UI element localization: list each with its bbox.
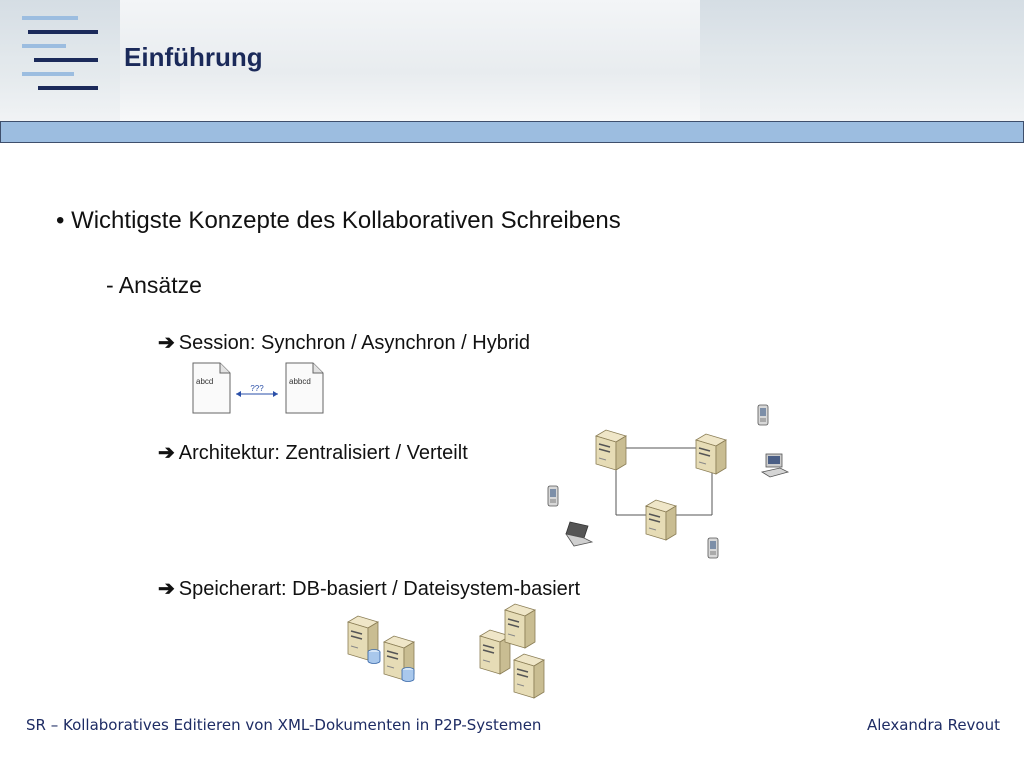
slide-title: Einführung: [124, 42, 263, 72]
footer-title: SR – Kollaboratives Editieren von XML-Dokumenten in P2P-Systemen: [26, 716, 542, 734]
db-based-storage: [348, 616, 414, 682]
arrow-right-icon: ➔: [158, 332, 175, 354]
storage-figure: [340, 600, 570, 710]
main-bullet: • Wichtigste Konzepte des Kollaborativen Schreibens: [56, 207, 621, 234]
arrow-right-icon: ➔: [158, 442, 175, 464]
sub-bullet: - Ansätze: [106, 272, 202, 298]
mobile-phone-icon: [548, 486, 558, 506]
item-storage: [158, 576, 580, 601]
header-background-photo-right: [700, 0, 1024, 121]
item-architecture-text: Architektur: Zentralisiert / Verteilt: [178, 442, 468, 464]
conflict-label: ???: [250, 384, 264, 393]
document-icon: [286, 363, 323, 413]
document-icon: [193, 363, 230, 413]
header-bar: [0, 121, 1024, 143]
session-figure: [190, 362, 330, 416]
doc-right-text: abbcd: [289, 377, 311, 386]
database-icon: [368, 650, 380, 664]
server-icon: [596, 430, 626, 470]
stripes-logo-icon: [18, 16, 100, 96]
slide-header: [0, 0, 1024, 121]
laptop-icon: [566, 522, 592, 546]
item-session-text: Session: Synchron / Asynchron / Hybrid: [178, 332, 531, 354]
item-storage-text: Speicherart: DB-basiert / Dateisystem-basiert: [178, 578, 581, 600]
arrow-right-icon: ➔: [158, 578, 175, 600]
mobile-phone-icon: [708, 538, 718, 558]
footer-author: Alexandra Revout: [866, 716, 1000, 734]
desktop-computer-icon: [762, 454, 788, 477]
item-session: [158, 330, 530, 355]
server-icon: [646, 500, 676, 540]
architecture-network-figure: [540, 400, 800, 570]
conflict-arrow: [236, 384, 278, 397]
database-icon: [402, 668, 414, 682]
server-icon: [696, 434, 726, 474]
server-icon: [505, 604, 535, 648]
mobile-phone-icon: [758, 405, 768, 425]
server-icon: [514, 654, 544, 698]
item-architecture: [158, 440, 468, 465]
doc-left-text: abcd: [196, 377, 214, 386]
filesystem-based-storage: [480, 604, 544, 698]
